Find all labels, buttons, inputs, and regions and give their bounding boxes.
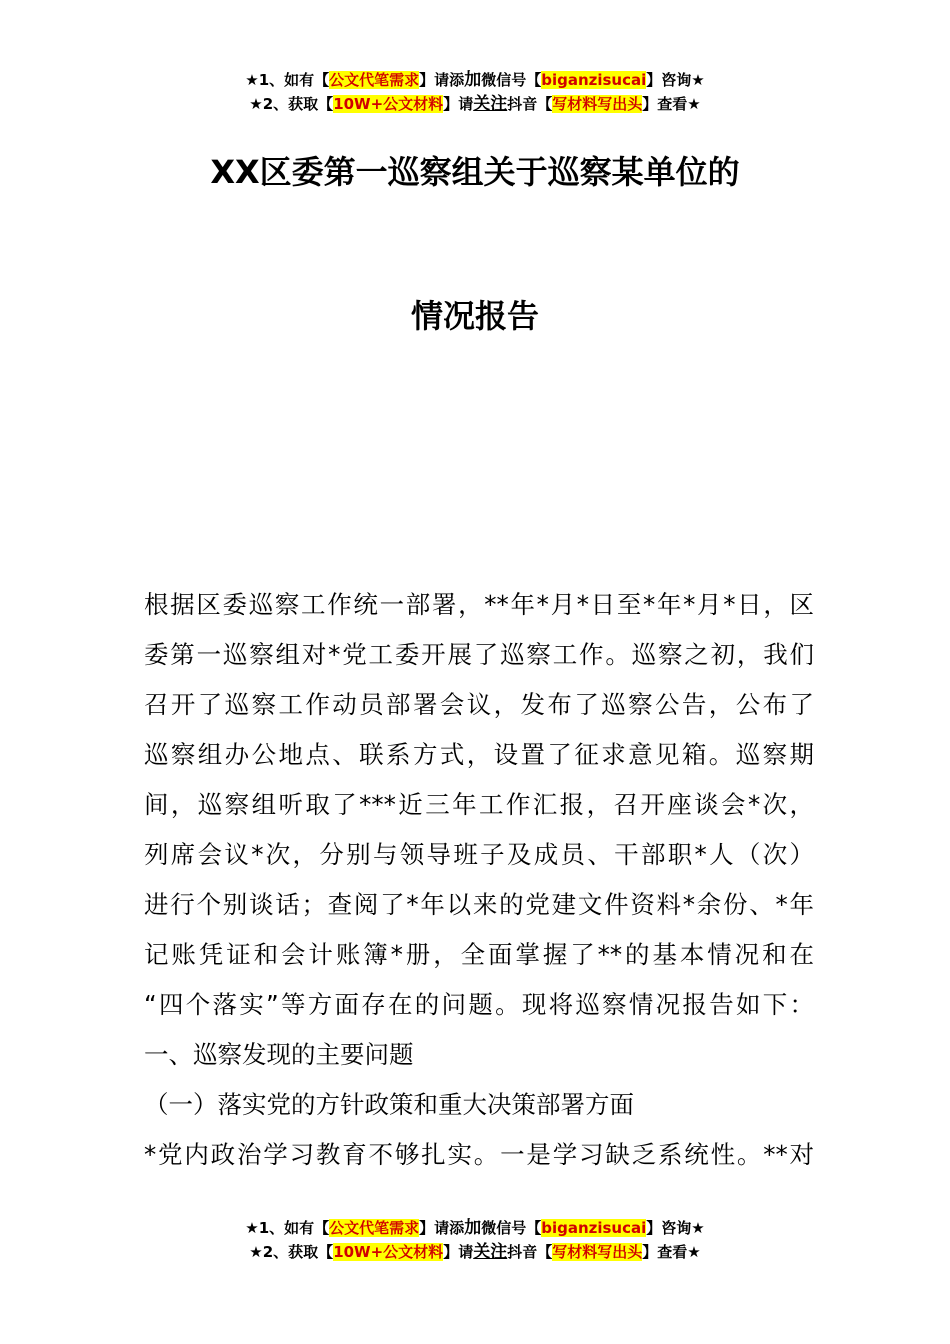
ad-text: ★2、获取【	[249, 1243, 334, 1261]
ad-line-1	[0, 1216, 950, 1240]
ad-text: 】咨询★	[646, 1219, 705, 1237]
ad-text: 】咨询★	[646, 71, 705, 89]
body-line: 进行个别谈话；查阅了*年以来的党建文件资料*余份、*年	[144, 890, 814, 919]
footer-ad-banner	[0, 1216, 950, 1264]
ad-line-2	[0, 92, 950, 116]
body-line: 委第一巡察组对*党工委开展了巡察工作。巡察之初，我们	[144, 640, 814, 669]
document-title-line-2: 情况报告	[410, 297, 539, 335]
header-ad-banner	[0, 68, 950, 116]
body-line: 根据区委巡察工作统一部署，**年*月*日至*年*月*日，区	[144, 590, 814, 619]
body-line: 间，巡察组听取了***近三年工作汇报，召开座谈会*次，	[144, 790, 814, 819]
ad-highlight: 10W+公文材料	[333, 95, 444, 113]
body-line: 列席会议*次，分别与领导班子及成员、干部职*人（次）	[144, 840, 814, 869]
ad-text: 关注	[473, 94, 508, 114]
ad-highlight: 写材料写出头	[552, 1243, 643, 1261]
ad-text: 】请添	[419, 71, 465, 89]
subsection-heading: （一）落实党的方针政策和重大决策部署方面	[144, 1090, 634, 1119]
ad-highlight: 公文代笔需求	[329, 71, 420, 89]
ad-text: ★1、如有【	[245, 1219, 330, 1237]
ad-text: 加	[464, 1218, 482, 1238]
section-heading: 一、巡察发现的主要问题	[144, 1040, 414, 1069]
ad-text: 抖音【	[507, 1243, 553, 1261]
ad-text: ★2、获取【	[249, 95, 334, 113]
ad-text: 关注	[473, 1242, 508, 1262]
ad-text: 】查看★	[642, 1243, 701, 1261]
ad-highlight-wechat: biganzisucai	[541, 1219, 647, 1237]
body-line: 召开了巡察工作动员部署会议，发布了巡察公告，公布了	[144, 690, 814, 719]
ad-text: 】请添	[419, 1219, 465, 1237]
body-line: 记账凭证和会计账簿*册，全面掌握了**的基本情况和在	[144, 940, 814, 969]
document-body	[144, 580, 814, 1180]
ad-text: 微信号【	[481, 71, 542, 89]
body-line: 巡察组办公地点、联系方式，设置了征求意见箱。巡察期	[144, 740, 814, 769]
ad-text: 加	[464, 70, 482, 90]
body-line: *党内政治学习教育不够扎实。一是学习缺乏系统性。**对	[144, 1140, 814, 1169]
ad-text: ★1、如有【	[245, 71, 330, 89]
ad-text: 】请	[443, 1243, 474, 1261]
ad-highlight: 公文代笔需求	[329, 1219, 420, 1237]
ad-text: 】请	[443, 95, 474, 113]
ad-highlight-wechat: biganzisucai	[541, 71, 647, 89]
document-title-line-1: XX区委第一巡察组关于巡察某单位的	[210, 153, 740, 191]
ad-text: 】查看★	[642, 95, 701, 113]
body-line: “四个落实”等方面存在的问题。现将巡察情况报告如下：	[144, 990, 814, 1019]
ad-highlight: 写材料写出头	[552, 95, 643, 113]
ad-highlight: 10W+公文材料	[333, 1243, 444, 1261]
ad-text: 抖音【	[507, 95, 553, 113]
ad-line-2	[0, 1240, 950, 1264]
ad-line-1	[0, 68, 950, 92]
ad-text: 微信号【	[481, 1219, 542, 1237]
